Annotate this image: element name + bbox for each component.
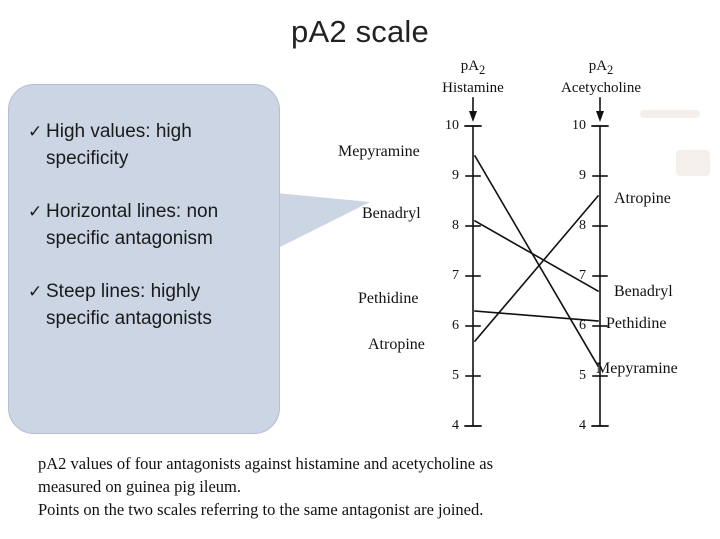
right-axis-header-sub: 2 [607,63,614,77]
left-axis-title-label: Histamine [442,80,504,96]
left-series-label-benadryl: Benadryl [362,205,421,222]
list-item-label: Horizontal lines: non specific antagonism [46,201,219,249]
left-axis-header-sub: 2 [479,63,486,77]
left-series-label-mepyramine: Mepyramine [338,143,420,160]
caption-line-2: measured on guinea pig ileum. [38,477,241,496]
left-tick-label: 6 [452,318,459,333]
right-tick-label: 4 [579,418,586,433]
pa2-scale-chart [330,50,712,440]
list-item-label: Steep lines: highly specific antagonists [46,281,212,329]
figure-caption [38,452,678,521]
left-tick-label: 7 [452,268,459,283]
list-item [30,278,266,332]
series-line-mepyramine [475,156,598,366]
caption-line-3: Points on the two scales referring to the same antagonist are joined. [38,500,484,519]
right-axis-arrow-head [596,111,604,122]
left-tick-label: 9 [452,168,459,183]
caption-line-1: pA2 values of four antagonists against histamine and acetycholine as [38,454,493,473]
left-tick-label: 8 [452,218,459,233]
left-tick-label: 5 [452,368,459,383]
right-tick-label: 6 [579,318,586,333]
callout-balloon [8,84,280,434]
right-axis-header-main: pA [588,58,608,74]
left-series-label-pethidine: Pethidine [358,290,419,307]
right-series-label-atropine: Atropine [614,190,671,207]
left-tick-label: 10 [445,118,459,133]
right-axis-title-label: Acetycholine [561,80,641,96]
check-icon: ✓ [28,282,43,301]
list-item-label: High values: high specificity [46,121,192,169]
right-tick-label: 8 [579,218,586,233]
left-axis-arrow-head [469,111,477,122]
list-item [30,198,266,252]
chart-svg [330,50,712,440]
right-tick-label: 7 [579,268,586,283]
callout-list [30,118,266,358]
left-tick-label: 4 [452,418,459,433]
right-series-label-benadryl: Benadryl [614,283,673,300]
page-title: pA2 scale [291,14,429,49]
left-axis-header-main: pA [460,58,480,74]
right-series-label-mepyramine: Mepyramine [596,360,678,377]
right-tick-label: 9 [579,168,586,183]
left-series-label-atropine: Atropine [368,336,425,353]
right-series-label-pethidine: Pethidine [606,315,667,332]
list-item [30,118,266,172]
right-tick-label: 10 [572,118,586,133]
check-icon: ✓ [28,202,43,221]
check-icon: ✓ [28,122,43,141]
right-tick-label: 5 [579,368,586,383]
